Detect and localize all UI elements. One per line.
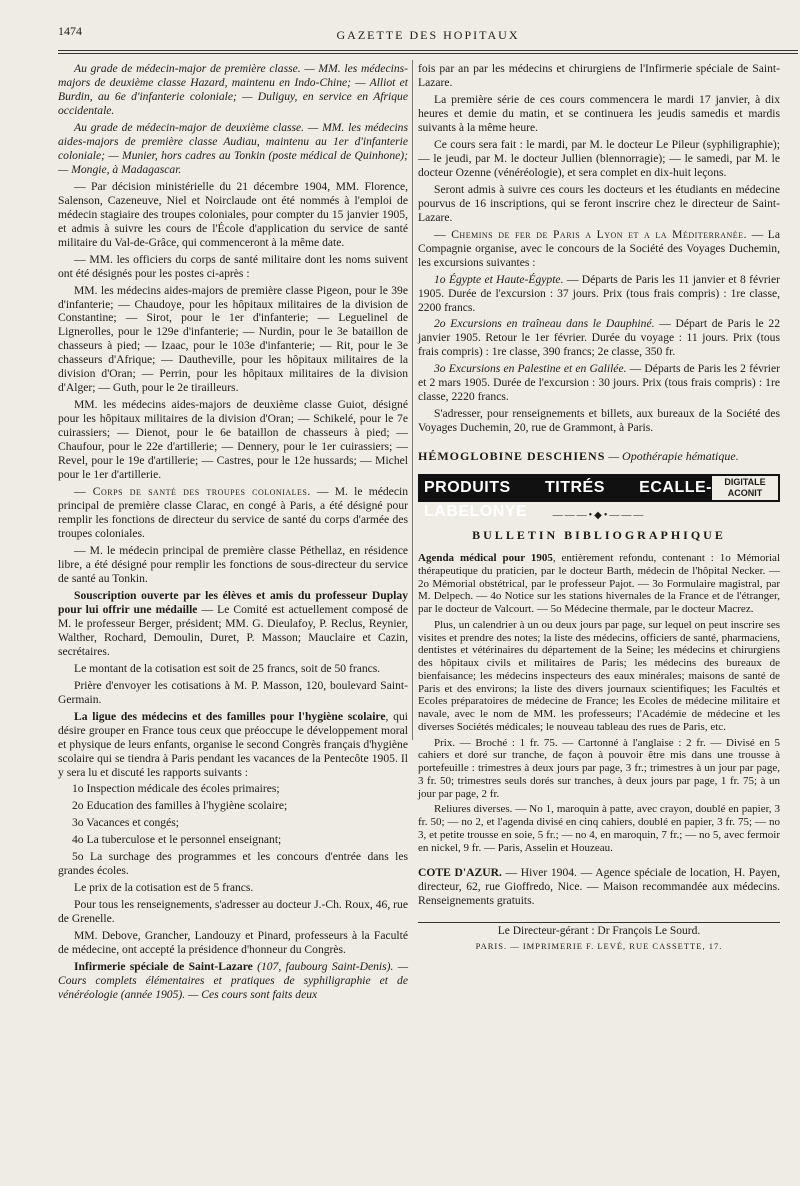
renseignements-roux: Pour tous les renseignements, s'adresser au docteur J.-Ch. Roux, 46, rue de Grenelle. bbox=[58, 898, 408, 926]
list-item: 4o La tuberculose et le personnel enseignant; bbox=[72, 833, 282, 847]
ecalle-labelonye-banner bbox=[418, 474, 780, 520]
officiers-designes: — MM. les officiers du corps de santé militaire dont les noms suivent ont été désignés pour les postes ci-après : bbox=[58, 252, 408, 280]
header-rule bbox=[58, 50, 798, 54]
excursion-egypte bbox=[418, 273, 780, 315]
excursion-palestine-heading: 3o Excursions en Palestine et en Galilée. bbox=[434, 362, 627, 376]
cote-azur-ad bbox=[418, 866, 780, 908]
souscription-duplay bbox=[58, 589, 408, 659]
promotion-second-class-text: Au grade de médecin-major de deuxième classe. — MM. les médecins aides-majors de première classe Audiau, maintenu au 1er d'infanterie coloniale; — Munier, hors cadres au Tonkin (poste médical de Quinhone); — Mongie, à Madagascar. bbox=[58, 120, 408, 176]
cours-details: Ce cours sera fait : le mardi, par M. le docteur Le Pileur (syphiligraphie); — le jeudi, par M. le docteur Jullien (blennorragie); — le samedi, par M. le docteur Ozenne (vénéréologie), et sera complet en dix-huit leçons. bbox=[418, 137, 780, 179]
agenda-prix: Prix. — Broché : 1 fr. 75. — Cartonné à l'anglaise : 2 fr. — Divisé en 5 cahiers et doré sur tranche, de façon à pouvoir être mis dans une trousse à portefeuille : trimestres à deux jours par page, 3 fr.; trimestres à un jour par page, 3 fr. 50; trimestres seuls dorés sur tranches, à deux jours par page, 1 fr. 75; à un jour par page, 2 fr. bbox=[418, 736, 780, 800]
ligue-text: , qui désire grouper en France tous ceux que préoccupe le développement moral et physique de leurs enfants, organise le second Congrès français d'hygiène scolaire qui se tiendra à Paris pendant les vacances de la Pentecôte 1905. Il y sera lu et discuté les rapports suivants : bbox=[58, 709, 408, 779]
cote-azur-heading: COTE D'AZUR. bbox=[418, 866, 502, 880]
agenda-medical bbox=[418, 552, 780, 616]
banner-title: PRODUITS TITRÉS ECALLE-LABELONYE bbox=[420, 476, 712, 500]
excursion-egypte-heading: 1o Égypte et Haute-Égypte. bbox=[434, 272, 564, 286]
rapports-list bbox=[58, 782, 408, 878]
cotisation-montant: Le montant de la cotisation est soit de 25 francs, soit de 50 francs. bbox=[74, 661, 381, 675]
decision-ministerielle: — Par décision ministérielle du 21 décembre 1904, MM. Florence, Salenson, Cazeneuve, Niel et Noirclaude ont été nommés à l'emploi de médecin stagiaire des troupes coloniales, pour compter du 15 janvier 1905, et admis à suivre les cours de l'École d'application du service de santé militaire du Val-de-Grâce, qui commenceront à la même date. bbox=[58, 179, 408, 249]
chemins-de-fer bbox=[418, 228, 780, 270]
prix-cotisation: Le prix de la cotisation est de 5 francs. bbox=[74, 881, 254, 895]
infirmerie-heading: Infirmerie spéciale de Saint-Lazare bbox=[74, 960, 253, 974]
infirmerie-continued: fois par an par les médecins et chirurgiens de l'Infirmerie spéciale de Saint-Lazare. bbox=[418, 62, 780, 89]
aides-majors-deuxieme: MM. les médecins aides-majors de deuxième classe Guiot, désigné pour les hôpitaux militaires de la division d'Oran; — Schikelé, pour le 7e cuirassiers; — Dienot, pour le 6e bataillon de chasseurs à pied; — Chaufour, pour le 22e d'artillerie; — Dennery, pour le 1er cuirassiers; — Revel, pour le 19e d'artillerie; — Castres, pour le 12e hussards; — Michel pour le 1er d'artillerie. bbox=[58, 398, 408, 482]
directeur-gerant: Le Directeur-gérant : Dr François Le Sourd. bbox=[497, 925, 701, 938]
footer-rule bbox=[418, 922, 780, 923]
journal-title: GAZETTE DES HOPITAUX bbox=[336, 28, 520, 42]
promotion-first-class: Au grade de médecin-major de première classe. — MM. les médecins-majors de deuxième classe Hazard, maintenu en Indo-Chine; — Alliot et Burdin, au 6e d'infanterie coloniale; — Duliguy, en service en Afrique occidentale. bbox=[58, 62, 408, 117]
agenda-reliures: Reliures diverses. — No 1, maroquin à patte, avec crayon, doublé en papier, 3 fr. 50; — no 2, et l'agenda divisé en cinq cahiers, doublé en papier, 3 fr. 75; — no 3, et petite trousse en soie, 5 fr.; — no 4, en maroquin, 7 fr.; — no 5, avec fermoir en nickel, 9 fr. — Paris, Asselin et Houzeau. bbox=[418, 803, 780, 854]
hemoglobine-ad bbox=[418, 449, 780, 463]
agenda-calendrier: Plus, un calendrier à un ou deux jours par page, sur lequel on peut inscrire ses visites et prendre des notes; la liste des médecins, officiers de santé, pharmaciens, dentistes et vétérinaires du département de la Seine; les médecins et chirurgiens des hôpitaux civils et militaires de Paris; les médecins des bureaux de bienfaisance; les médecins inspecteurs des eaux minérales; maisons de santé de Paris et des environs; la liste des divers journaux scientifiques; les Facultés et Ecoles préparatoires de médecine de France; les Ecoles de médecine militaire et navale, avec le nom de MM. les professeurs; l'Académie de médecine et les diverses Sociétés médicales; le nouveau tableau des rues de Paris, etc. bbox=[418, 618, 780, 733]
ligue-hygiene bbox=[58, 710, 408, 780]
list-item: 2o Education des familles à l'hygiène scolaire; bbox=[72, 799, 288, 813]
excursion-dauphine bbox=[418, 317, 780, 359]
infirmerie-saint-lazare bbox=[58, 960, 408, 1002]
column-divider bbox=[412, 60, 413, 740]
agenda-text: , entièrement refondu, contenant : 1o Mémorial thérapeutique du praticien, par le docteur Barth, médecin de l'hôpital Necker. — 2o Mémorial obstétrical, par le professeur Pajot. — 3o Formulaire magistral, par M. Delpech. — 4o Notice sur les stations hivernales de la France et de l'étranger, par le docteur de Valcourt. — 5o Médecine thermale, par le docteur Macrez. bbox=[418, 552, 781, 616]
aides-majors-premiere: MM. les médecins aides-majors de première classe Pigeon, pour le 39e d'infanterie; — Chaudoye, pour les hôpitaux militaires de la division de Constantine; — Sirot, pour le 1er d'infanterie; — Leguelinel de Lignerolles, pour le 129e d'infanterie; — Nurdin, pour le 3e bataillon de chasseurs à pied; — Izaac, pour le 103e d'infanterie; — Rit, pour le 3e chasseurs d'Afrique; — Dautheville, pour les hôpitaux militaires de la division d'Oran; — Perrin, pour les hôpitaux militaires de la division d'Alger; — Guth, pour le 2e tirailleurs. bbox=[58, 283, 408, 395]
duchemin-contact: S'adresser, pour renseignements et billets, aux bureaux de la Société des Voyages Duchemin, 20, rue de Grammont, à Paris. bbox=[418, 407, 780, 435]
infirmerie-text: (107, faubourg Saint-Denis). — Cours complets élémentaires et pratiques de syphiligraphie et de vénéréologie (année 1905). — Ces cours sont faits deux bbox=[58, 960, 408, 1002]
page-number: 1474 bbox=[58, 24, 82, 38]
cours-admission: Seront admis à suivre ces cours les docteurs et les étudiants en médecine pourvus de 16 inscriptions, qui se feront inscrire chez le directeur de Saint-Lazare. bbox=[418, 182, 780, 224]
corps-sante-text: — M. le médecin principal de première classe Clarac, en congé à Paris, a été désigné pour remplir les fonctions de directeur du service de santé du corps d'armée des troupes coloniales. bbox=[58, 485, 408, 540]
banner-aconit: ACONIT bbox=[727, 487, 763, 498]
excursion-palestine bbox=[418, 362, 780, 404]
cotisation-envoi: Prière d'envoyer les cotisations à M. P. Masson, 120, boulevard Saint-Germain. bbox=[58, 678, 408, 706]
list-item: 3o Vacances et congés; bbox=[72, 816, 179, 830]
imprimerie-line: PARIS. — IMPRIMERIE F. LEVÉ, RUE CASSETTE, 17. bbox=[475, 941, 723, 952]
chemins-text: — La Compagnie organise, avec le concours de la Société des Voyages Duchemin, les excursions suivantes : bbox=[418, 227, 780, 269]
promotion-second-class bbox=[58, 121, 408, 177]
left-column bbox=[58, 62, 408, 1005]
cours-premiere-serie: La première série de ces cours commencera le mardi 17 janvier, à dix heures et demie du matin, et se continuera les jeudis samedis et mardis suivants à la même heure. bbox=[418, 92, 780, 134]
hemoglobine-brand: HÉMOGLOBINE DESCHIENS bbox=[418, 449, 606, 464]
banner-digitale: DIGITALE bbox=[724, 476, 766, 487]
excursion-egypte-text: — Départs de Paris les 11 janvier et 8 février 1905. Durée de l'excursion : 37 jours. Prix (tous frais compris) : 1re classe, 2200 francs. bbox=[418, 272, 780, 314]
banner-products bbox=[712, 476, 778, 500]
agenda-heading: Agenda médical pour 1905 bbox=[418, 552, 553, 565]
corps-sante-heading: — Corps de santé des troupes coloniales. bbox=[74, 485, 311, 499]
hemoglobine-tagline: — Opothérapie hématique. bbox=[605, 449, 739, 464]
excursion-dauphine-heading: 2o Excursions en traîneau dans le Dauphiné. bbox=[434, 317, 655, 331]
bulletin-heading: BULLETIN BIBLIOGRAPHIQUE bbox=[472, 527, 726, 542]
excursion-dauphine-text: — Départ de Paris le 22 janvier 1905. Retour le 1er février. Durée du voyage : 11 jours. Prix (tous frais compris) : 1re classe, 390 francs; 2e classe, 350 fr. bbox=[418, 317, 780, 359]
chemins-heading: — Chemins de fer de Paris a Lyon et a la Méditerranée. bbox=[434, 227, 747, 241]
list-item: 1o Inspection médicale des écoles primaires; bbox=[72, 782, 280, 796]
ornament-divider: ———•◆•——— bbox=[552, 509, 646, 521]
right-column bbox=[418, 62, 780, 951]
ligue-heading: La ligue des médecins et des familles pour l'hygiène scolaire bbox=[74, 709, 386, 723]
souscription-text: — Le Comité est actuellement composé de M. le professeur Berger, président; MM. G. Dieulafoy, P. Reclus, Reynier, Walther, Rochard, Demoulin, Duret, P. Masson; Mauclaire et Cazin, secrétaires. bbox=[58, 602, 408, 658]
corps-sante-coloniales bbox=[58, 485, 408, 541]
page-header bbox=[58, 14, 798, 54]
presidence-honneur: MM. Debove, Grancher, Landouzy et Pinard, professeurs à la Faculté de médecine, ont accepté la présidence d'honneur du Congrès. bbox=[58, 929, 408, 957]
cote-azur-text: — Hiver 1904. — Agence spéciale de location, H. Payen, directeur, 62, rue Gioffredo, Nice. — Maison recommandée aux médecins. Renseignements gratuits. bbox=[418, 866, 780, 908]
list-item: 5o La surchage des programmes et les concours d'entrée dans les grandes écoles. bbox=[58, 850, 408, 878]
bulletin-body bbox=[418, 552, 780, 854]
excursion-palestine-text: — Départs de Paris les 2 février et 2 mars 1905. Durée de l'excursion : 30 jours. Prix (tous frais compris) : 1re classe, 2220 francs. bbox=[418, 362, 780, 404]
pethellaz-notice: — M. le médecin principal de première classe Péthellaz, en résidence libre, a été désigné pour remplir les fonctions de sous-directeur du service de santé au Tonkin. bbox=[58, 543, 408, 585]
souscription-heading: Souscription ouverte par les élèves et amis du professeur Duplay pour lui offrir une médaille bbox=[58, 588, 408, 616]
